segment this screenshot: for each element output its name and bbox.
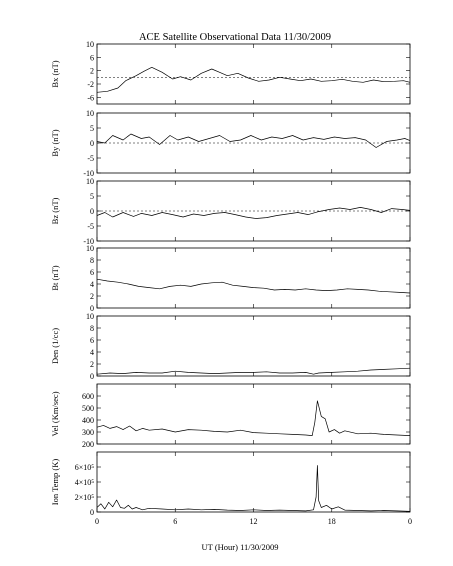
y-tick-label-temp: 0 [90,508,94,517]
y-tick-label-bt: 2 [90,292,94,301]
x-tick-label: 18 [327,517,336,526]
y-tick-label-bz: 10 [86,177,94,186]
y-axis-label-vel: Vel (Km/sec) [50,391,60,437]
panel-vel [50,384,410,449]
y-tick-label-temp: 6×10⁵ [74,463,94,472]
y-tick-label-den: 4 [90,348,94,357]
panel-bz [50,177,410,246]
y-tick-label-bt: 0 [90,304,94,313]
y-tick-label-bt: 8 [90,256,94,265]
y-tick-label-by: 10 [86,109,94,118]
y-tick-label-bz: 5 [90,192,94,201]
y-axis-label-den: Den (1/cc) [50,327,60,365]
y-tick-label-vel: 500 [82,404,94,413]
series-line-bx [97,67,410,92]
x-axis-label: UT (Hour) 11/30/2009 [201,542,279,552]
panels-group [50,40,410,517]
y-tick-label-den: 8 [90,324,94,333]
y-tick-label-bt: 4 [90,280,94,289]
y-tick-label-by: 5 [90,124,94,133]
panel-frame-vel [97,384,410,444]
panel-frame-bx [97,44,410,104]
chart-title: ACE Satellite Observational Data 11/30/2009 [138,32,332,43]
y-tick-label-by: -5 [87,154,94,163]
y-axis-label-bt: Bt (nT) [50,265,60,291]
series-line-bt [97,279,410,293]
y-axis-label-bz: Bz (nT) [50,197,60,225]
y-tick-label-bx: -6 [87,93,94,103]
x-tick-label: 0 [95,517,99,526]
y-tick-label-temp: 2×10⁵ [74,493,94,502]
series-line-bz [97,207,410,218]
y-tick-label-temp: 4×10⁵ [74,478,94,487]
y-tick-label-bt: 10 [86,244,94,253]
y-tick-label-bz: -5 [87,222,94,231]
y-axis-label-by: By (nT) [50,129,60,157]
y-tick-label-den: 0 [90,372,94,381]
panel-by [50,109,410,178]
y-tick-label-vel: 600 [82,392,94,401]
y-tick-label-den: 10 [86,312,94,321]
series-line-temp [97,466,410,512]
panel-frame-temp [97,452,410,512]
y-tick-label-vel: 300 [82,428,94,437]
y-tick-label-den: 2 [90,360,94,369]
panel-bx [50,40,410,104]
panel-temp [50,452,410,517]
x-tick-label: 12 [249,517,258,526]
y-tick-label-by: 0 [90,139,94,148]
series-line-by [97,134,410,148]
y-tick-label-den: 6 [90,336,94,345]
y-axis-label-temp: Ion Temp (K) [50,458,60,506]
y-tick-label-bx: 2 [90,66,94,76]
x-tick-label: 0 [408,517,412,526]
y-tick-label-vel: 200 [82,440,94,449]
y-tick-label-by: -10 [83,169,94,178]
panel-frame-den [97,316,410,376]
y-axis-label-bx: Bx (nT) [50,60,60,88]
y-tick-label-bt: 6 [90,268,94,277]
series-line-vel [97,401,410,436]
y-tick-label-bz: 0 [90,207,94,216]
y-tick-label-bx: 10 [86,40,94,49]
panel-frame-bt [97,248,410,308]
x-tick-label: 6 [173,517,178,526]
y-tick-label-bx: 6 [90,53,94,63]
y-tick-label-bz: -10 [83,237,94,246]
panel-bt [50,244,410,313]
panel-den [50,312,410,381]
y-tick-label-bx: -2 [87,80,94,89]
y-tick-label-vel: 400 [82,416,94,425]
x-tick-labels [95,517,412,526]
